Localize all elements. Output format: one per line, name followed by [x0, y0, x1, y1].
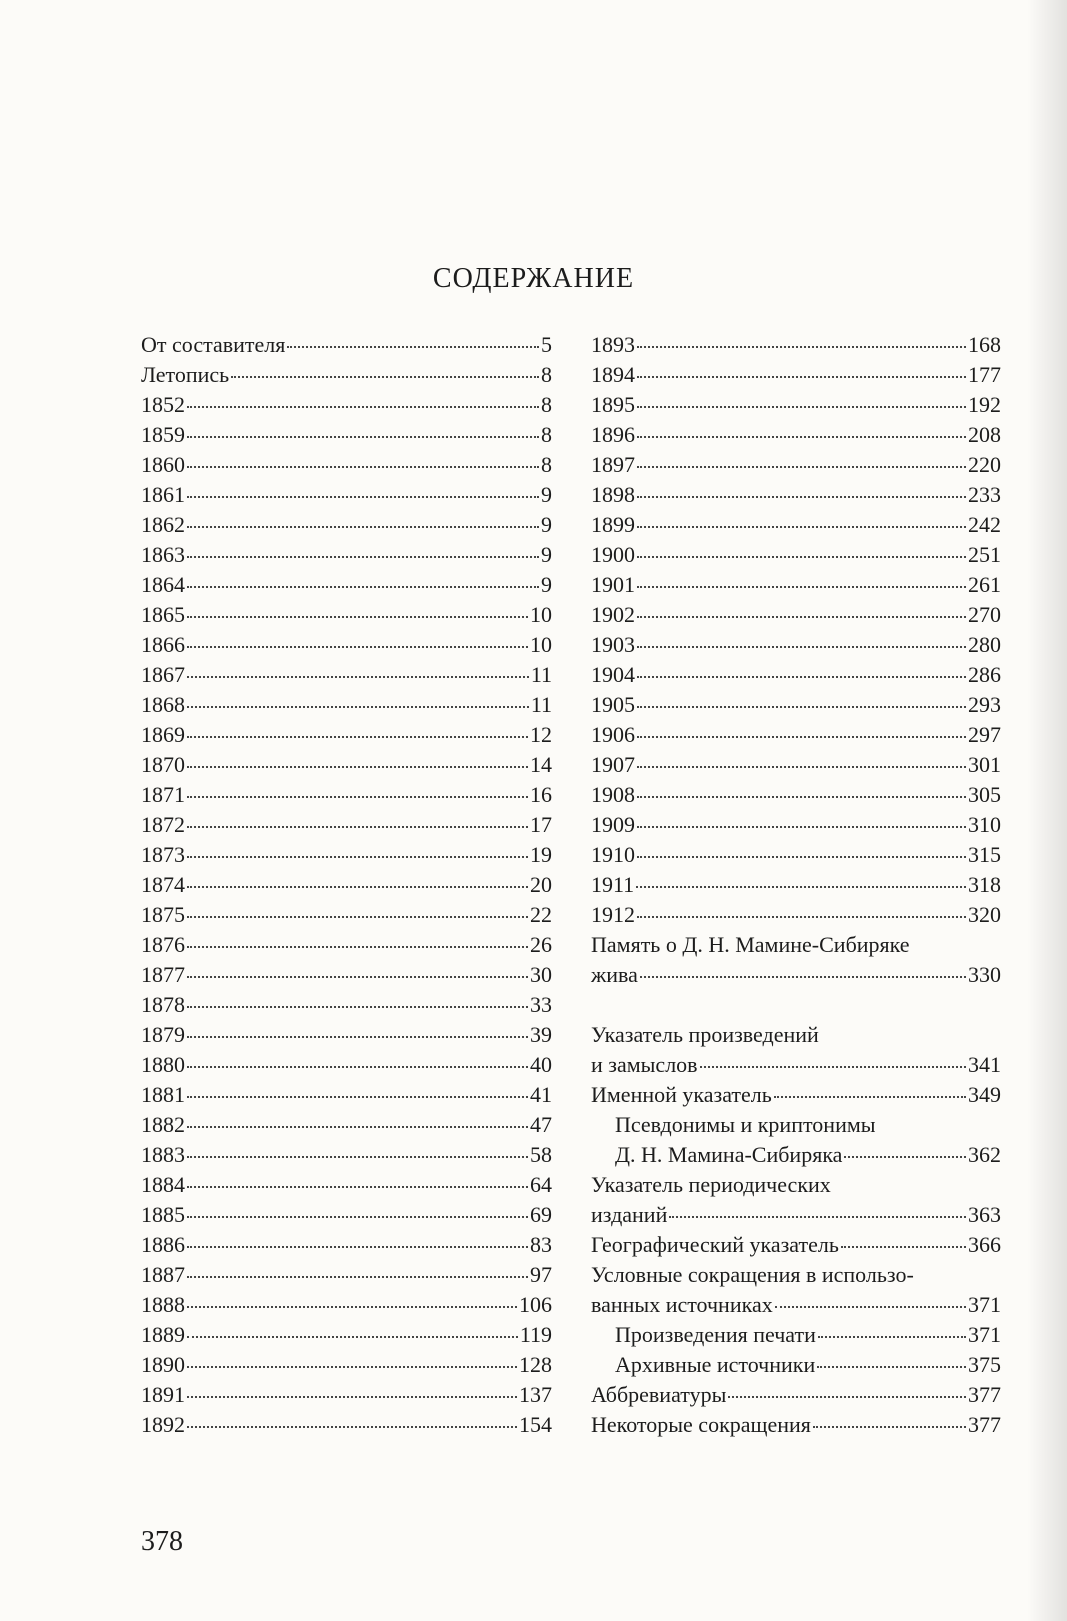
toc-entry-label: 1870 — [141, 752, 185, 777]
toc-entry-label: 1885 — [141, 1202, 185, 1227]
toc-entry-page: 371 — [968, 1292, 1001, 1317]
toc-entry-label: 1869 — [141, 722, 185, 747]
dot-leader — [187, 826, 528, 828]
toc-entry[interactable] — [591, 570, 1001, 600]
page-shadow — [1027, 0, 1067, 1621]
toc-entry-page: 375 — [968, 1352, 1001, 1377]
toc-entry-page: 154 — [519, 1412, 552, 1437]
toc-entry-label: 1898 — [591, 482, 635, 507]
toc-entry-label: 1875 — [141, 902, 185, 927]
toc-entry-geo-index[interactable] — [591, 1230, 1001, 1260]
toc-works-index-line1: Указатель произведений — [591, 1022, 819, 1047]
dot-leader — [774, 1096, 966, 1098]
toc-entry-label: 1908 — [591, 782, 635, 807]
dot-leader — [187, 886, 528, 888]
toc-entry-works-index[interactable] — [591, 1050, 1001, 1080]
toc-entry-label: 1862 — [141, 512, 185, 537]
toc-entry[interactable] — [141, 420, 552, 450]
toc-entry[interactable] — [591, 450, 1001, 480]
toc-entry[interactable] — [141, 1320, 552, 1350]
toc-entry-label: 1889 — [141, 1322, 185, 1347]
dot-leader — [287, 346, 539, 348]
toc-entry[interactable] — [591, 690, 1001, 720]
toc-entry-page: 315 — [968, 842, 1001, 867]
toc-entry-label: 1900 — [591, 542, 635, 567]
toc-entry-label: От составителя — [141, 332, 286, 357]
toc-entry[interactable] — [141, 1260, 552, 1290]
dot-leader — [187, 946, 528, 948]
toc-entry-label: 1886 — [141, 1232, 185, 1257]
toc-entry[interactable] — [141, 1110, 552, 1140]
toc-entry-label: 1903 — [591, 632, 635, 657]
toc-entry-abbrev-sources[interactable] — [591, 1290, 1001, 1320]
toc-entry-page: 251 — [968, 542, 1001, 567]
toc-entry[interactable] — [591, 330, 1001, 360]
toc-entry-label: изданий — [591, 1202, 668, 1227]
toc-entry-page: 30 — [530, 962, 552, 987]
toc-entry[interactable] — [591, 750, 1001, 780]
toc-entry-label: 1876 — [141, 932, 185, 957]
toc-entry-label: Архивные источники — [615, 1352, 816, 1377]
toc-entry[interactable] — [591, 720, 1001, 750]
toc-entry-page: 301 — [968, 752, 1001, 777]
toc-entry-label: 1861 — [141, 482, 185, 507]
toc-entry-label: 1904 — [591, 662, 635, 687]
toc-entry-page: 17 — [530, 812, 552, 837]
toc-entry-page: 305 — [968, 782, 1001, 807]
toc-entry[interactable] — [591, 810, 1001, 840]
toc-entry-page: 5 — [541, 332, 552, 357]
toc-entry-label: 1884 — [141, 1172, 185, 1197]
toc-entry[interactable] — [591, 870, 1001, 900]
toc-entry-label: 1905 — [591, 692, 635, 717]
toc-right-column — [591, 330, 1001, 1440]
toc-entry-label: 1868 — [141, 692, 185, 717]
toc-entry-periodicals[interactable] — [591, 1200, 1001, 1230]
toc-entry[interactable] — [141, 570, 552, 600]
toc-entry[interactable] — [141, 480, 552, 510]
toc-entry-label: 1866 — [141, 632, 185, 657]
dot-leader — [187, 1366, 517, 1368]
toc-entry-page: 341 — [968, 1052, 1001, 1077]
toc-entry[interactable] — [141, 1290, 552, 1320]
toc-entry-page: 41 — [530, 1082, 552, 1107]
toc-entry-page: 8 — [541, 452, 552, 477]
toc-entry[interactable] — [141, 1140, 552, 1170]
toc-entry-label: 1895 — [591, 392, 635, 417]
dot-leader — [187, 1306, 517, 1308]
dot-leader — [187, 1066, 528, 1068]
toc-entry-label: Летопись — [141, 362, 230, 387]
dot-leader — [187, 856, 528, 858]
toc-entry-page: 64 — [530, 1172, 552, 1197]
toc-entry-label: 1897 — [591, 452, 635, 477]
toc-entry-page: 40 — [530, 1052, 552, 1077]
dot-leader — [187, 646, 528, 648]
toc-entry-page: 377 — [968, 1382, 1001, 1407]
dot-leader — [637, 766, 966, 768]
toc-entry-page: 33 — [530, 992, 552, 1017]
dot-leader — [187, 526, 539, 528]
toc-entry-page: 39 — [530, 1022, 552, 1047]
dot-leader — [817, 1366, 966, 1368]
toc-entry[interactable] — [591, 660, 1001, 690]
toc-entry-page: 9 — [541, 482, 552, 507]
toc-entry-page: 16 — [530, 782, 552, 807]
toc-entry-archives[interactable] — [591, 1350, 1001, 1380]
toc-entry[interactable] — [141, 690, 552, 720]
toc-entry[interactable] — [141, 810, 552, 840]
dot-leader — [187, 1036, 528, 1038]
dot-leader — [187, 736, 528, 738]
toc-entry[interactable] — [141, 510, 552, 540]
dot-leader — [636, 886, 966, 888]
toc-entry[interactable] — [141, 1350, 552, 1380]
dot-leader — [187, 1006, 528, 1008]
toc-entry[interactable] — [141, 600, 552, 630]
toc-entry-page: 280 — [968, 632, 1001, 657]
dot-leader — [637, 436, 966, 438]
dot-leader — [775, 1306, 966, 1308]
toc-entry-label: 1912 — [591, 902, 635, 927]
toc-entry[interactable] — [141, 1410, 552, 1440]
dot-leader — [187, 406, 539, 408]
toc-entry[interactable] — [141, 1080, 552, 1110]
toc-entry[interactable] — [591, 630, 1001, 660]
toc-entry-label: 1893 — [591, 332, 635, 357]
dot-leader — [728, 1396, 966, 1398]
page-title: СОДЕРЖАНИЕ — [432, 263, 635, 294]
toc-memory-line1: Память о Д. Н. Мамине-Сибиряке — [591, 932, 910, 957]
toc-entry[interactable] — [141, 540, 552, 570]
toc-entry-label: 1879 — [141, 1022, 185, 1047]
toc-entry-label: 1859 — [141, 422, 185, 447]
toc-entry-label: Именной указатель — [591, 1082, 772, 1107]
toc-entry-label: 1896 — [591, 422, 635, 447]
toc-abbrev-sources-line1: Условные сокращения в использо- — [591, 1262, 914, 1287]
toc-entry[interactable] — [141, 330, 552, 360]
dot-leader — [637, 376, 966, 378]
toc-entry-page: 363 — [968, 1202, 1001, 1227]
toc-entry-page: 330 — [968, 962, 1001, 987]
dot-leader — [187, 556, 539, 558]
toc-periodicals-line1: Указатель периодических — [591, 1172, 831, 1197]
dot-leader — [700, 1066, 966, 1068]
toc-entry[interactable] — [141, 630, 552, 660]
dot-leader — [637, 676, 966, 678]
dot-leader — [187, 616, 528, 618]
toc-entry[interactable] — [141, 840, 552, 870]
toc-entry[interactable] — [141, 750, 552, 780]
toc-entry-label: 1865 — [141, 602, 185, 627]
toc-entry-label: 1892 — [141, 1412, 185, 1437]
toc-entry-label: 1901 — [591, 572, 635, 597]
toc-entry-page: 26 — [530, 932, 552, 957]
toc-entry-label: 1880 — [141, 1052, 185, 1077]
toc-entry[interactable] — [141, 390, 552, 420]
toc-entry-page: 14 — [530, 752, 552, 777]
dot-leader — [637, 856, 966, 858]
toc-entry-label: 1909 — [591, 812, 635, 837]
dot-leader — [637, 556, 966, 558]
dot-leader — [187, 1396, 517, 1398]
dot-leader — [187, 766, 528, 768]
toc-entry-label: 1852 — [141, 392, 185, 417]
toc-entry[interactable] — [141, 990, 552, 1020]
toc-entry-page: 377 — [968, 1412, 1001, 1437]
dot-leader — [187, 1336, 518, 1338]
toc-entry[interactable] — [141, 780, 552, 810]
dot-leader — [187, 1426, 517, 1428]
dot-leader — [637, 826, 966, 828]
dot-leader — [187, 1096, 528, 1098]
dot-leader — [187, 436, 539, 438]
toc-entry-page: 177 — [968, 362, 1001, 387]
toc-entry[interactable] — [141, 1050, 552, 1080]
toc-entry[interactable] — [141, 960, 552, 990]
toc-entry-page: 8 — [541, 422, 552, 447]
toc-entry-page: 208 — [968, 422, 1001, 447]
toc-entry-page: 286 — [968, 662, 1001, 687]
toc-entry-label: 1910 — [591, 842, 635, 867]
toc-entry[interactable] — [141, 1230, 552, 1260]
toc-entry[interactable] — [141, 930, 552, 960]
toc-entry-page: 366 — [968, 1232, 1001, 1257]
toc-entry-page: 320 — [968, 902, 1001, 927]
toc-entry[interactable] — [141, 870, 552, 900]
dot-leader — [187, 1276, 528, 1278]
dot-leader — [187, 676, 529, 678]
toc-entry-label: 1860 — [141, 452, 185, 477]
toc-entry-page: 293 — [968, 692, 1001, 717]
toc-entry-page: 192 — [968, 392, 1001, 417]
toc-entry-label: 1883 — [141, 1142, 185, 1167]
dot-leader — [187, 1246, 528, 1248]
dot-leader — [637, 736, 966, 738]
toc-entry-page: 10 — [530, 602, 552, 627]
toc-entry-label: 1874 — [141, 872, 185, 897]
toc-entry[interactable] — [591, 360, 1001, 390]
dot-leader — [637, 616, 966, 618]
toc-entry[interactable] — [141, 720, 552, 750]
toc-entry-page: 310 — [968, 812, 1001, 837]
toc-entry-page: 83 — [530, 1232, 552, 1257]
toc-entry-label: 1906 — [591, 722, 635, 747]
dot-leader — [187, 1156, 528, 1158]
toc-entry-page: 11 — [530, 662, 552, 687]
toc-entry-page: 8 — [541, 362, 552, 387]
toc-entry-page: 20 — [530, 872, 552, 897]
toc-entry[interactable] — [591, 480, 1001, 510]
dot-leader — [187, 1216, 528, 1218]
toc-entry-label: 1864 — [141, 572, 185, 597]
dot-leader — [669, 1216, 966, 1218]
dot-leader — [637, 796, 966, 798]
toc-entry-pseudonyms[interactable] — [591, 1140, 1001, 1170]
toc-entry-label: и замыслов — [591, 1052, 698, 1077]
toc-entry-page: 137 — [519, 1382, 552, 1407]
toc-entry-label: Аббревиатуры — [591, 1382, 727, 1407]
toc-entry-name-index[interactable] — [591, 1080, 1001, 1110]
toc-entry-page: 47 — [530, 1112, 552, 1137]
toc-entry-memory[interactable] — [591, 960, 1001, 990]
toc-entry-page: 128 — [519, 1352, 552, 1377]
dot-leader — [637, 346, 966, 348]
toc-entry-label: 1882 — [141, 1112, 185, 1137]
toc-entry-label: 1902 — [591, 602, 635, 627]
toc-entry-label: Произведения печати — [615, 1322, 816, 1347]
toc-entry-page: 242 — [968, 512, 1001, 537]
toc-entry-label: 1911 — [591, 872, 635, 897]
toc-entry-page: 10 — [530, 632, 552, 657]
toc-entry-label: 1899 — [591, 512, 635, 537]
dot-leader — [187, 1126, 528, 1128]
toc-entry[interactable] — [141, 1380, 552, 1410]
dot-leader — [187, 1186, 528, 1188]
toc-entry-page: 261 — [968, 572, 1001, 597]
toc-entry-label: Географический указатель — [591, 1232, 839, 1257]
toc-pseudonyms-line1: Псевдонимы и криптонимы — [615, 1112, 876, 1137]
toc-entry[interactable] — [591, 540, 1001, 570]
toc-entry[interactable] — [141, 1170, 552, 1200]
toc-left-column — [141, 330, 552, 1440]
toc-entry-page: 12 — [530, 722, 552, 747]
dot-leader — [637, 706, 966, 708]
toc-entry-label: 1881 — [141, 1082, 185, 1107]
toc-entry-label: Некоторые сокращения — [591, 1412, 811, 1437]
toc-entry-label: 1871 — [141, 782, 185, 807]
toc-entry[interactable] — [591, 600, 1001, 630]
page-number: 378 — [141, 1526, 183, 1557]
toc-entry-page: 97 — [530, 1262, 552, 1287]
toc-entry[interactable] — [141, 660, 552, 690]
toc-entry-label: жива — [591, 962, 638, 987]
dot-leader — [844, 1156, 966, 1158]
toc-entry-page: 9 — [541, 572, 552, 597]
toc-entry-page: 69 — [530, 1202, 552, 1227]
dot-leader — [187, 496, 539, 498]
toc-entry-label: 1877 — [141, 962, 185, 987]
toc-entry-print-works[interactable] — [591, 1320, 1001, 1350]
dot-leader — [187, 586, 539, 588]
toc-entry-label: 1891 — [141, 1382, 185, 1407]
toc-entry[interactable] — [141, 360, 552, 390]
spacer — [591, 990, 1001, 1020]
dot-leader — [637, 646, 966, 648]
toc-entry[interactable] — [591, 840, 1001, 870]
toc-entry-page: 9 — [541, 512, 552, 537]
toc-entry[interactable] — [141, 1200, 552, 1230]
dot-leader — [187, 976, 528, 978]
toc-entry-page: 19 — [530, 842, 552, 867]
toc-entry-label: 1890 — [141, 1352, 185, 1377]
toc-entry-page: 8 — [541, 392, 552, 417]
toc-entry[interactable] — [591, 510, 1001, 540]
toc-entry-abbreviations[interactable] — [591, 1380, 1001, 1410]
dot-leader — [813, 1426, 966, 1428]
toc-entry[interactable] — [591, 900, 1001, 930]
toc-year-list — [591, 330, 1001, 930]
toc-entry-label: ванных источниках — [591, 1292, 773, 1317]
dot-leader — [637, 406, 966, 408]
toc-entry-label: 1888 — [141, 1292, 185, 1317]
toc-entry-label: 1894 — [591, 362, 635, 387]
toc-entry-page: 11 — [530, 692, 552, 717]
toc-entry-page: 168 — [968, 332, 1001, 357]
dot-leader — [637, 916, 966, 918]
toc-entry-page: 371 — [968, 1322, 1001, 1347]
toc-entry-label: 1867 — [141, 662, 185, 687]
toc-entry-label: 1873 — [141, 842, 185, 867]
toc-entry-page: 270 — [968, 602, 1001, 627]
dot-leader — [187, 796, 528, 798]
toc-entry-label: 1863 — [141, 542, 185, 567]
toc-entry[interactable] — [591, 390, 1001, 420]
toc-entry-page: 233 — [968, 482, 1001, 507]
dot-leader — [637, 466, 966, 468]
dot-leader — [231, 376, 539, 378]
dot-leader — [637, 496, 966, 498]
dot-leader — [637, 586, 966, 588]
toc-entry-page: 297 — [968, 722, 1001, 747]
dot-leader — [187, 706, 529, 708]
toc-entry-page: 106 — [519, 1292, 552, 1317]
dot-leader — [818, 1336, 966, 1338]
dot-leader — [841, 1246, 966, 1248]
toc-entry-page: 9 — [541, 542, 552, 567]
toc-entry-label: 1878 — [141, 992, 185, 1017]
toc-entry-label: 1907 — [591, 752, 635, 777]
toc-entry-page: 119 — [519, 1322, 552, 1347]
toc-entry[interactable] — [591, 420, 1001, 450]
toc-entry-some-abbreviations[interactable] — [591, 1410, 1001, 1440]
toc-entry-page: 349 — [968, 1082, 1001, 1107]
toc-entry-page: 318 — [968, 872, 1001, 897]
toc-entry[interactable] — [141, 1020, 552, 1050]
toc-entry[interactable] — [141, 900, 552, 930]
dot-leader — [637, 526, 966, 528]
toc-entry-page: 220 — [968, 452, 1001, 477]
toc-entry-label: 1872 — [141, 812, 185, 837]
dot-leader — [640, 976, 966, 978]
toc-entry[interactable] — [591, 780, 1001, 810]
toc-entry-page: 362 — [968, 1142, 1001, 1167]
toc-entry-page: 58 — [530, 1142, 552, 1167]
toc-entry-label: Д. Н. Мамина-Сибиряка — [615, 1142, 843, 1167]
dot-leader — [187, 466, 539, 468]
toc-entry-page: 22 — [530, 902, 552, 927]
dot-leader — [187, 916, 528, 918]
toc-entry-label: 1887 — [141, 1262, 185, 1287]
toc-entry[interactable] — [141, 450, 552, 480]
